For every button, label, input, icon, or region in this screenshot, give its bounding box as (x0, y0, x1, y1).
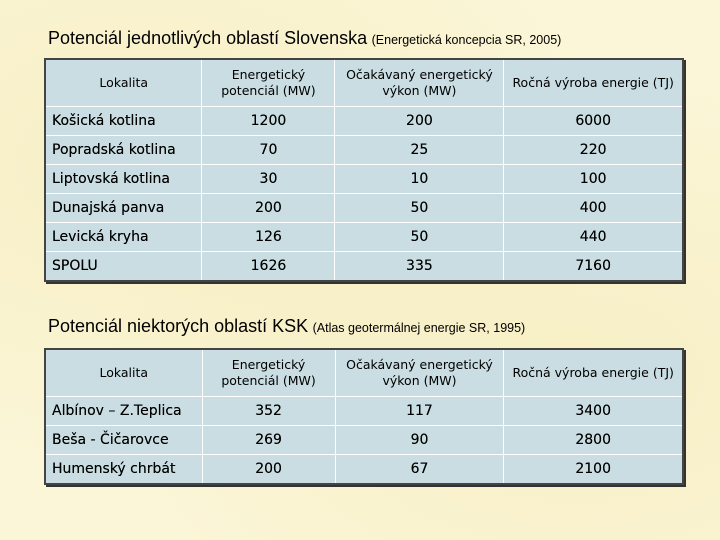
cell-production: 3400 (504, 397, 683, 426)
cell-location: Liptovská kotlina (45, 165, 202, 194)
header-lokalita: Lokalita (45, 349, 202, 397)
table-total-row (45, 252, 683, 282)
cell-potential: 269 (202, 426, 335, 455)
header-annual-production: Ročná výroba energie (TJ) (504, 349, 683, 397)
cell-output: 25 (335, 136, 504, 165)
table-header-row (45, 349, 683, 397)
cell-output: 10 (335, 165, 504, 194)
cell-potential: 352 (202, 397, 335, 426)
header-energy-potential: Energetický potenciál (MW) (202, 349, 335, 397)
cell-output: 117 (335, 397, 504, 426)
cell-location: Košická kotlina (45, 107, 202, 136)
table-row (45, 426, 683, 455)
section2-title (48, 316, 525, 337)
cell-location: Popradská kotlina (45, 136, 202, 165)
cell-output: 50 (335, 223, 504, 252)
table-row (45, 397, 683, 426)
table-row (45, 223, 683, 252)
section2-heading: Potenciál niektorých oblastí KSK (48, 316, 309, 336)
cell-location: Levická kryha (45, 223, 202, 252)
potential-table-ksk (44, 348, 684, 485)
cell-production: 440 (504, 223, 683, 252)
header-energy-potential: Energetický potenciál (MW) (202, 59, 335, 107)
cell-production: 400 (504, 194, 683, 223)
cell-output: 90 (335, 426, 504, 455)
cell-location: Dunajská panva (45, 194, 202, 223)
cell-potential: 70 (202, 136, 335, 165)
cell-output: 335 (335, 252, 504, 282)
header-expected-output: Očakávaný energetický výkon (MW) (335, 349, 504, 397)
section1-heading: Potenciál jednotlivých oblastí Slovenska (48, 28, 368, 48)
cell-potential: 1200 (202, 107, 335, 136)
cell-output: 50 (335, 194, 504, 223)
header-lokalita: Lokalita (45, 59, 202, 107)
cell-production: 220 (504, 136, 683, 165)
table-row (45, 455, 683, 485)
table-row (45, 136, 683, 165)
table-header-row (45, 59, 683, 107)
section2-source: (Atlas geotermálnej energie SR, 1995) (312, 321, 526, 335)
table-row (45, 194, 683, 223)
cell-production: 7160 (504, 252, 683, 282)
cell-production: 100 (504, 165, 683, 194)
table-row (45, 165, 683, 194)
cell-output: 200 (335, 107, 504, 136)
cell-production: 2800 (504, 426, 683, 455)
header-annual-production: Ročná výroba energie (TJ) (504, 59, 683, 107)
header-expected-output: Očakávaný energetický výkon (MW) (335, 59, 504, 107)
section1-title (48, 28, 561, 49)
cell-potential: 200 (202, 194, 335, 223)
section1-source: (Energetická koncepcia SR, 2005) (371, 33, 562, 47)
cell-output: 67 (335, 455, 504, 485)
table-row (45, 107, 683, 136)
cell-potential: 200 (202, 455, 335, 485)
cell-potential: 30 (202, 165, 335, 194)
cell-production: 2100 (504, 455, 683, 485)
cell-potential: 1626 (202, 252, 335, 282)
cell-location: Albínov – Z.Teplica (45, 397, 202, 426)
cell-location: Humenský chrbát (45, 455, 202, 485)
potential-table-slovakia (44, 58, 684, 282)
cell-location: SPOLU (45, 252, 202, 282)
cell-potential: 126 (202, 223, 335, 252)
cell-location: Beša - Čičarovce (45, 426, 202, 455)
cell-production: 6000 (504, 107, 683, 136)
